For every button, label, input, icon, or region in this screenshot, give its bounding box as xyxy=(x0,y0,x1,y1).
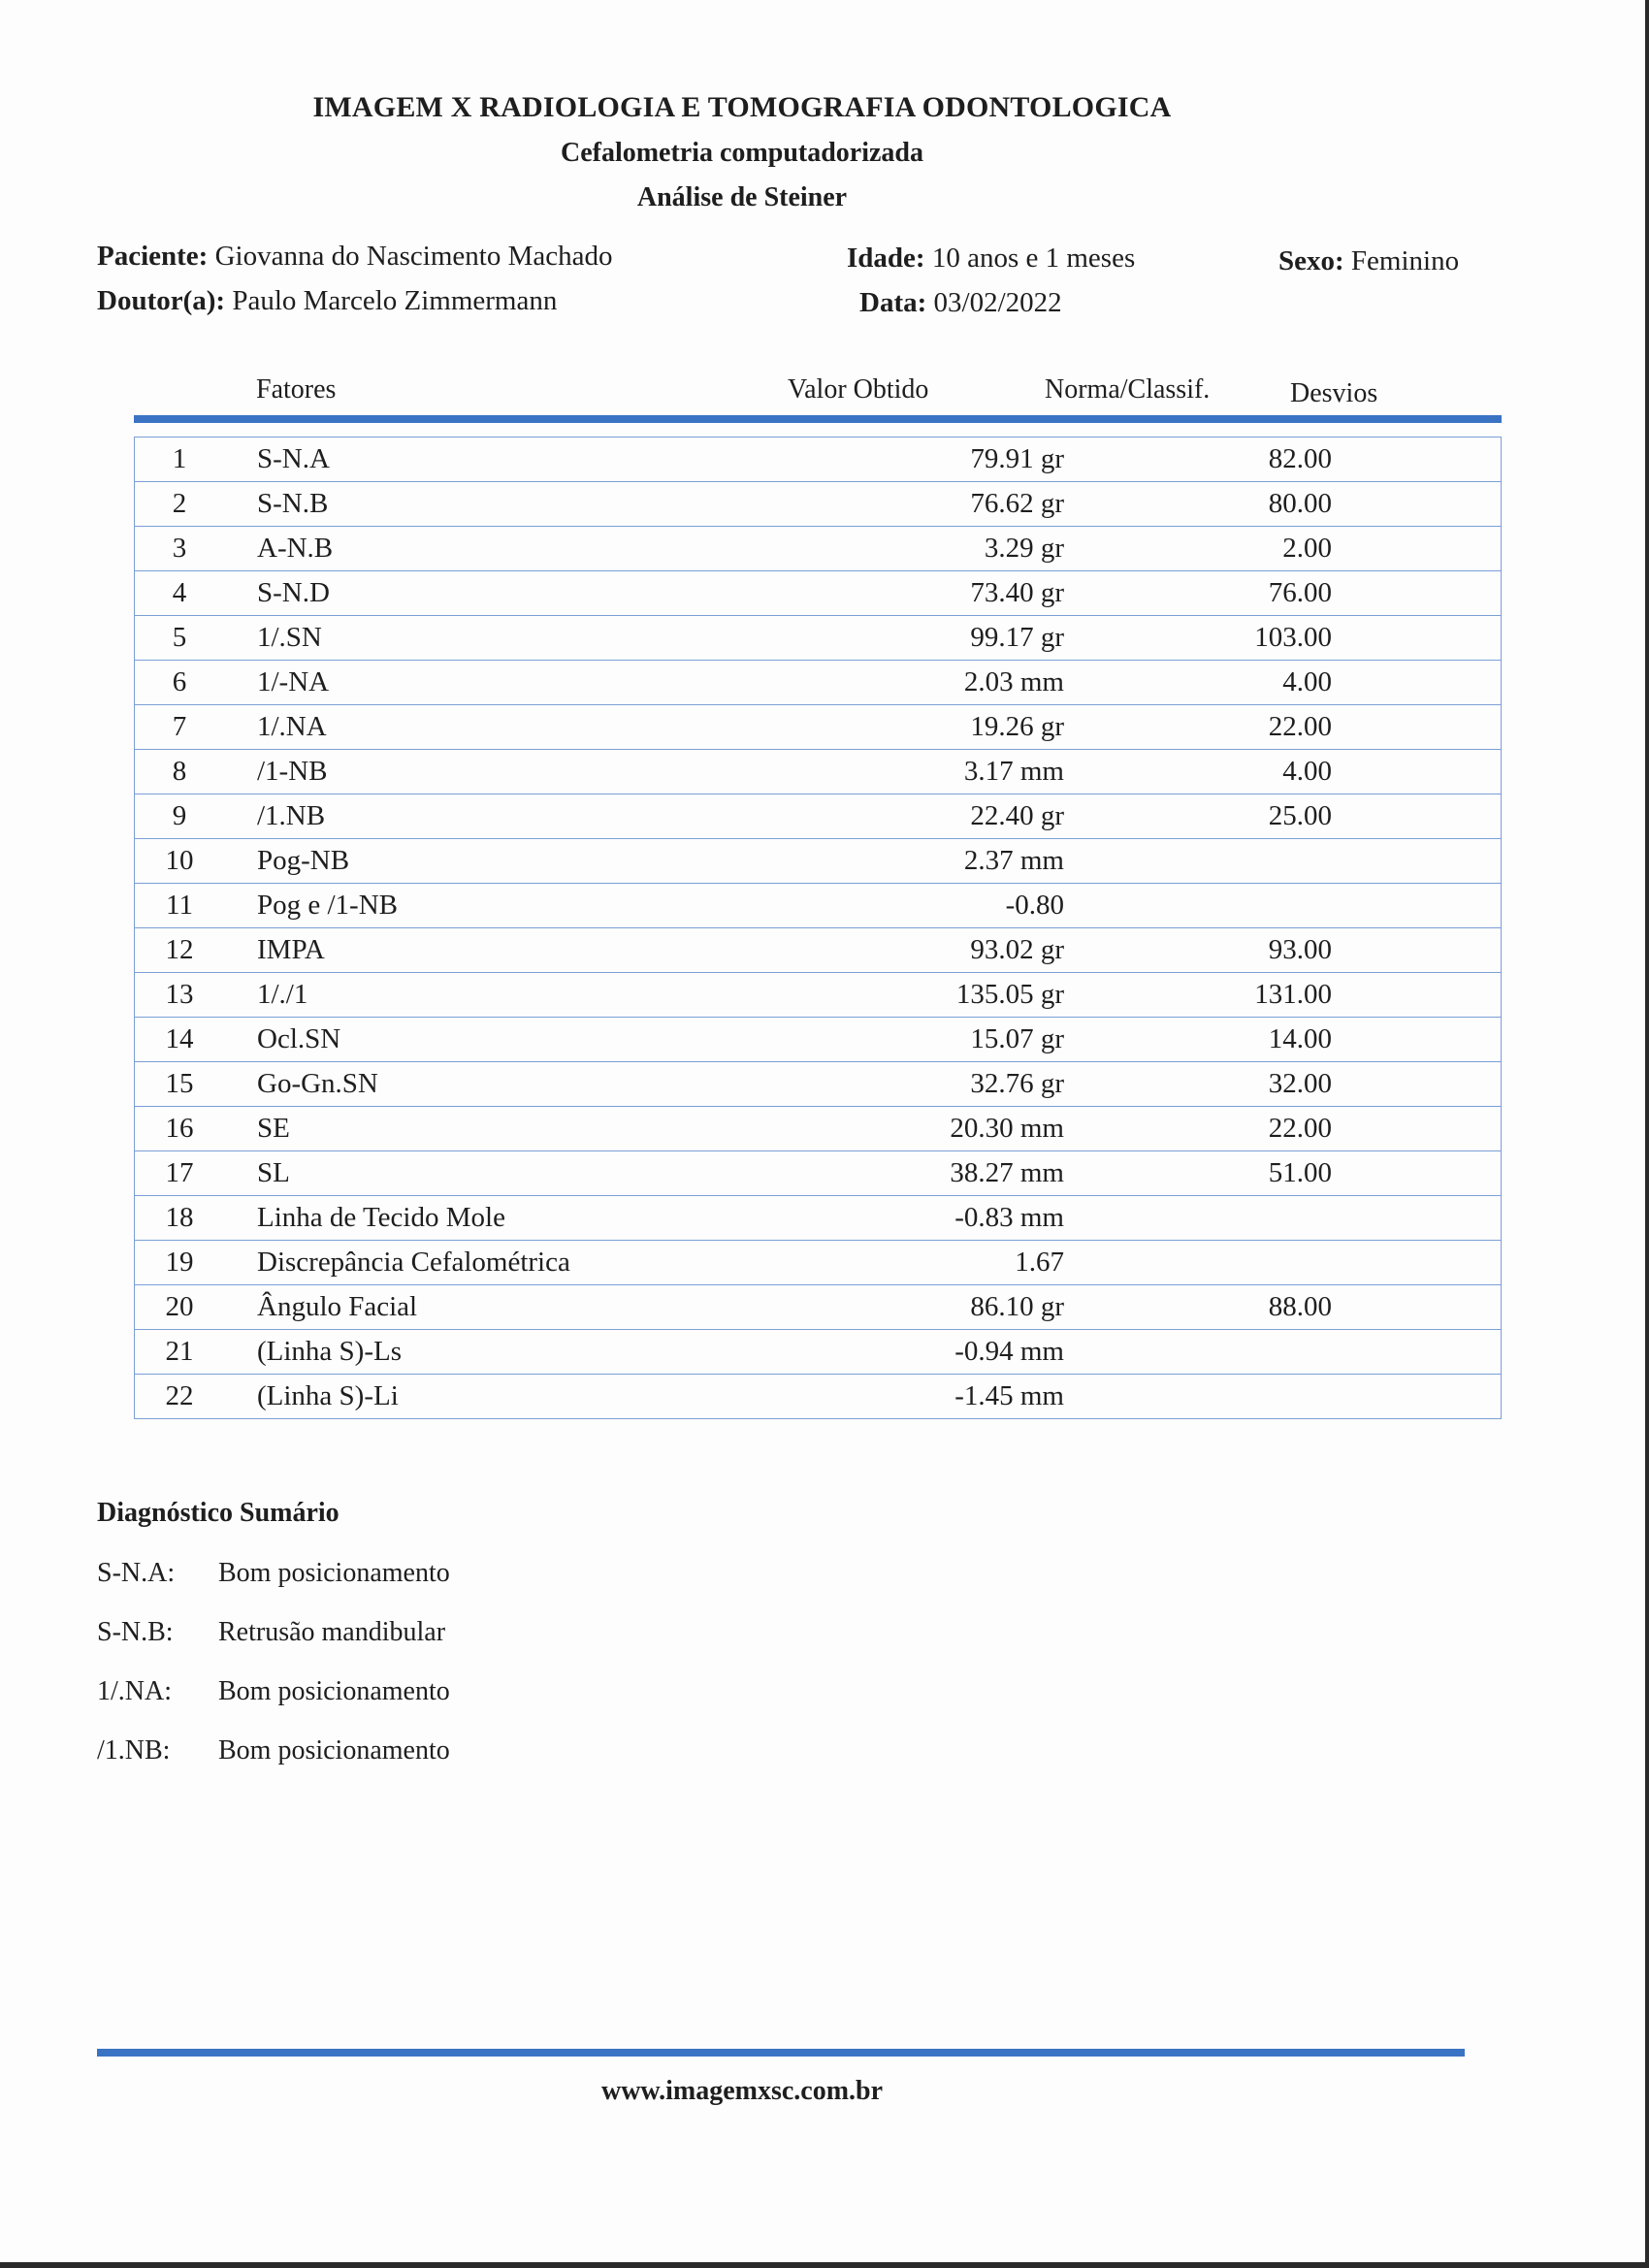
diagnosis-title: Diagnóstico Sumário xyxy=(97,1498,340,1528)
row-norm: 93.00 xyxy=(1268,934,1332,965)
row-number: 5 xyxy=(172,622,187,653)
row-norm: 82.00 xyxy=(1268,443,1332,474)
row-factor: (Linha S)-Ls xyxy=(257,1336,402,1367)
table-row xyxy=(135,437,1501,481)
diagnosis-item xyxy=(97,1558,450,1589)
row-norm: 88.00 xyxy=(1268,1291,1332,1322)
diagnosis-value: Bom posicionamento xyxy=(218,1676,450,1706)
row-factor: Pog-NB xyxy=(257,845,350,876)
age-field xyxy=(847,243,1135,275)
row-number: 21 xyxy=(165,1336,194,1367)
sex-value: Feminino xyxy=(1350,245,1460,276)
row-value: 86.10 gr xyxy=(970,1291,1064,1322)
row-norm: 14.00 xyxy=(1268,1023,1332,1054)
row-value: -0.94 mm xyxy=(954,1336,1064,1367)
report-subtitle: Cefalometria computadorizada xyxy=(560,138,924,168)
row-number: 16 xyxy=(165,1113,194,1144)
row-number: 19 xyxy=(165,1247,194,1278)
row-factor: S-N.B xyxy=(257,488,329,519)
table-row xyxy=(135,615,1501,660)
patient-name: Giovanna do Nascimento Machado xyxy=(214,241,613,272)
diagnosis-key: S-N.A: xyxy=(97,1558,176,1588)
row-factor: /1.NB xyxy=(257,800,326,831)
row-norm: 32.00 xyxy=(1268,1068,1332,1099)
doctor-label: Doutor(a): xyxy=(97,285,226,316)
table-row xyxy=(135,1106,1501,1150)
row-number: 13 xyxy=(165,979,194,1010)
table-row xyxy=(135,481,1501,526)
table-row xyxy=(135,749,1501,794)
row-number: 20 xyxy=(165,1291,194,1322)
row-value: 19.26 gr xyxy=(970,711,1064,742)
column-header-norma: Norma/Classif. xyxy=(1045,374,1211,405)
table-row xyxy=(135,704,1501,749)
diagnosis-key: S-N.B: xyxy=(97,1617,174,1647)
row-value: 3.29 gr xyxy=(984,533,1064,564)
row-number: 7 xyxy=(172,711,187,742)
row-number: 22 xyxy=(165,1380,194,1411)
table-row xyxy=(135,883,1501,927)
table-row xyxy=(135,526,1501,570)
header-rule xyxy=(134,415,1502,423)
row-value: 32.76 gr xyxy=(970,1068,1064,1099)
diagnosis-value: Retrusão mandibular xyxy=(218,1617,446,1647)
row-norm: 4.00 xyxy=(1282,756,1332,787)
row-factor: 1/./1 xyxy=(257,979,308,1010)
patient-field xyxy=(97,241,613,273)
table-row xyxy=(135,1374,1501,1418)
column-header-desvios: Desvios xyxy=(1290,378,1378,408)
age-label: Idade: xyxy=(847,243,925,274)
row-factor: SE xyxy=(257,1113,290,1144)
report-title: IMAGEM X RADIOLOGIA E TOMOGRAFIA ODONTOLOGICA xyxy=(312,91,1172,123)
row-factor: 1/-NA xyxy=(257,666,330,697)
table-row xyxy=(135,1195,1501,1240)
row-factor: Ângulo Facial xyxy=(257,1291,418,1322)
diagnosis-item xyxy=(97,1617,445,1648)
row-value: -1.45 mm xyxy=(954,1380,1064,1411)
row-value: 93.02 gr xyxy=(970,934,1064,965)
diagnosis-value: Bom posicionamento xyxy=(218,1735,450,1766)
date-value: 03/02/2022 xyxy=(933,287,1062,318)
row-number: 15 xyxy=(165,1068,194,1099)
date-label: Data: xyxy=(859,287,927,318)
row-number: 11 xyxy=(166,890,193,921)
row-factor: IMPA xyxy=(257,934,325,965)
factors-table xyxy=(134,437,1502,1419)
row-value: 15.07 gr xyxy=(970,1023,1064,1054)
doctor-field xyxy=(97,285,557,317)
row-number: 3 xyxy=(172,533,187,564)
sex-field xyxy=(1278,245,1459,277)
row-factor: A-N.B xyxy=(257,533,334,564)
row-number: 18 xyxy=(165,1202,194,1233)
row-value: 1.67 xyxy=(1015,1247,1064,1278)
row-factor: /1-NB xyxy=(257,756,328,787)
row-norm: 25.00 xyxy=(1268,800,1332,831)
row-number: 4 xyxy=(172,577,187,608)
row-value: 22.40 gr xyxy=(970,800,1064,831)
row-value: 2.37 mm xyxy=(963,845,1064,876)
diagnosis-item xyxy=(97,1735,450,1766)
row-factor: 1/.NA xyxy=(257,711,327,742)
row-norm: 103.00 xyxy=(1254,622,1332,653)
scan-edge-bottom xyxy=(0,2262,1649,2268)
row-number: 8 xyxy=(172,756,187,787)
diagnosis-item xyxy=(97,1676,450,1707)
date-field xyxy=(859,287,1062,319)
row-factor: S-N.D xyxy=(257,577,330,608)
row-number: 6 xyxy=(172,666,187,697)
table-row xyxy=(135,1017,1501,1061)
row-factor: 1/.SN xyxy=(257,622,322,653)
row-value: 3.17 mm xyxy=(963,756,1064,787)
table-row xyxy=(135,927,1501,972)
row-factor: (Linha S)-Li xyxy=(257,1380,399,1411)
age-value: 10 anos e 1 meses xyxy=(931,243,1136,274)
analysis-name: Análise de Steiner xyxy=(636,182,848,212)
row-factor: Linha de Tecido Mole xyxy=(257,1202,505,1233)
row-norm: 76.00 xyxy=(1268,577,1332,608)
row-norm: 131.00 xyxy=(1254,979,1332,1010)
row-number: 1 xyxy=(172,443,187,474)
patient-label: Paciente: xyxy=(97,241,209,272)
row-factor: Discrepância Cefalométrica xyxy=(257,1247,570,1278)
table-row xyxy=(135,1061,1501,1106)
table-row xyxy=(135,1284,1501,1329)
row-factor: SL xyxy=(257,1157,290,1188)
row-value: 73.40 gr xyxy=(970,577,1064,608)
row-factor: Ocl.SN xyxy=(257,1023,341,1054)
row-value: 20.30 mm xyxy=(950,1113,1064,1144)
scan-edge-right xyxy=(1645,0,1649,2268)
row-norm: 51.00 xyxy=(1268,1157,1332,1188)
row-value: -0.83 mm xyxy=(954,1202,1064,1233)
row-value: 99.17 gr xyxy=(970,622,1064,653)
row-number: 14 xyxy=(165,1023,194,1054)
row-factor: S-N.A xyxy=(257,443,330,474)
row-value: 79.91 gr xyxy=(970,443,1064,474)
table-row xyxy=(135,838,1501,883)
row-value: 76.62 gr xyxy=(970,488,1064,519)
table-row xyxy=(135,794,1501,838)
row-value: 38.27 mm xyxy=(950,1157,1064,1188)
row-factor: Pog e /1-NB xyxy=(257,890,398,921)
row-number: 17 xyxy=(165,1157,194,1188)
row-norm: 80.00 xyxy=(1268,488,1332,519)
row-number: 12 xyxy=(165,934,194,965)
table-row xyxy=(135,1240,1501,1284)
row-number: 9 xyxy=(172,800,187,831)
row-factor: Go-Gn.SN xyxy=(257,1068,378,1099)
row-norm: 22.00 xyxy=(1268,1113,1332,1144)
table-row xyxy=(135,1150,1501,1195)
row-norm: 2.00 xyxy=(1282,533,1332,564)
row-norm: 22.00 xyxy=(1268,711,1332,742)
row-value: 2.03 mm xyxy=(963,666,1064,697)
row-number: 2 xyxy=(172,488,187,519)
table-row xyxy=(135,972,1501,1017)
table-row xyxy=(135,570,1501,615)
diagnosis-key: 1/.NA: xyxy=(97,1676,172,1706)
column-header-fatores: Fatores xyxy=(256,374,337,405)
row-value: -0.80 xyxy=(1005,890,1064,921)
row-value: 135.05 gr xyxy=(955,979,1064,1010)
row-number: 10 xyxy=(165,845,194,876)
diagnosis-key: /1.NB: xyxy=(97,1735,171,1766)
diagnosis-value: Bom posicionamento xyxy=(218,1558,450,1588)
doctor-name: Paulo Marcelo Zimmermann xyxy=(232,285,558,316)
footer-rule xyxy=(97,2049,1465,2057)
row-norm: 4.00 xyxy=(1282,666,1332,697)
table-row xyxy=(135,1329,1501,1374)
column-header-valor: Valor Obtido xyxy=(788,374,929,405)
sex-label: Sexo: xyxy=(1278,245,1344,276)
table-row xyxy=(135,660,1501,704)
footer-url: www.imagemxsc.com.br xyxy=(600,2076,884,2106)
